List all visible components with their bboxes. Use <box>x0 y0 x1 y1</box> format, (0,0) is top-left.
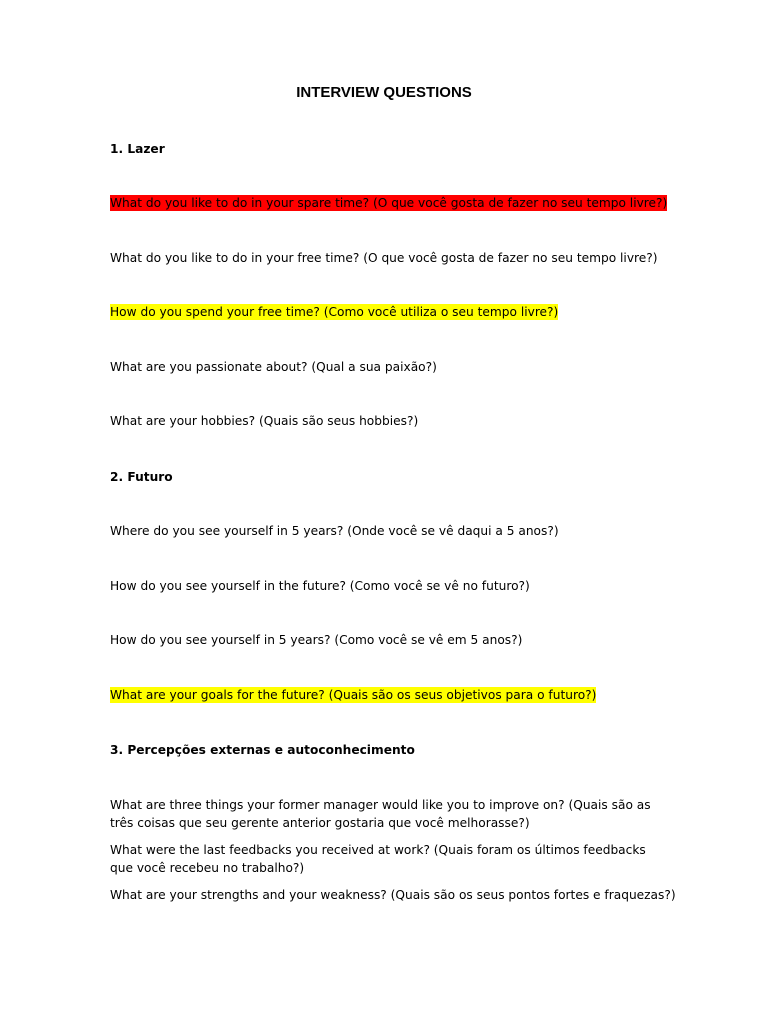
question-text-highlighted-red: What do you like to do in your spare time? (O que você gosta de fazer no seu tempo livre?) <box>110 196 668 210</box>
question-text: How do you see yourself in 5 years? (Como você se vê em 5 anos?) <box>110 633 523 647</box>
question-text-highlighted-yellow: What are your goals for the future? (Quais são os seus objetivos para o futuro?) <box>110 688 597 702</box>
question-text: What are your strengths and your weakness? (Quais são os seus pontos fortes e fraquezas?) <box>110 888 676 902</box>
section-heading-percepcoes: 3. Percepções externas e autoconhecimento <box>110 743 415 757</box>
question-item <box>110 797 655 832</box>
question-item <box>110 523 655 541</box>
question-text: What are your hobbies? (Quais são seus hobbies?) <box>110 414 419 428</box>
question-item <box>110 195 668 213</box>
question-text: What were the last feedbacks you received at work? (Quais foram os últimos feedbacks que você recebeu no trabalho?) <box>110 843 646 875</box>
question-item <box>110 413 655 431</box>
question-item <box>110 578 655 596</box>
section-heading-futuro: 2. Futuro <box>110 470 173 484</box>
document-title: INTERVIEW QUESTIONS <box>296 84 472 101</box>
question-item <box>110 250 658 268</box>
question-item <box>110 632 655 650</box>
question-item <box>110 842 655 877</box>
question-text: How do you see yourself in the future? (Como você se vê no futuro?) <box>110 579 530 593</box>
question-item <box>110 359 655 377</box>
question-text-highlighted-yellow: How do you spend your free time? (Como você utiliza o seu tempo livre?) <box>110 305 559 319</box>
question-item <box>110 304 655 322</box>
section-heading-lazer: 1. Lazer <box>110 142 165 156</box>
question-text: What are three things your former manager would like you to improve on? (Quais são as três coisas que seu gerente anterior gostaria que você melhorasse?) <box>110 798 651 830</box>
question-item <box>110 687 655 705</box>
question-item <box>110 887 676 905</box>
question-text: What do you like to do in your free time? (O que você gosta de fazer no seu tempo livre?) <box>110 251 658 265</box>
question-text: What are you passionate about? (Qual a sua paixão?) <box>110 360 437 374</box>
question-text: Where do you see yourself in 5 years? (Onde você se vê daqui a 5 anos?) <box>110 524 559 538</box>
